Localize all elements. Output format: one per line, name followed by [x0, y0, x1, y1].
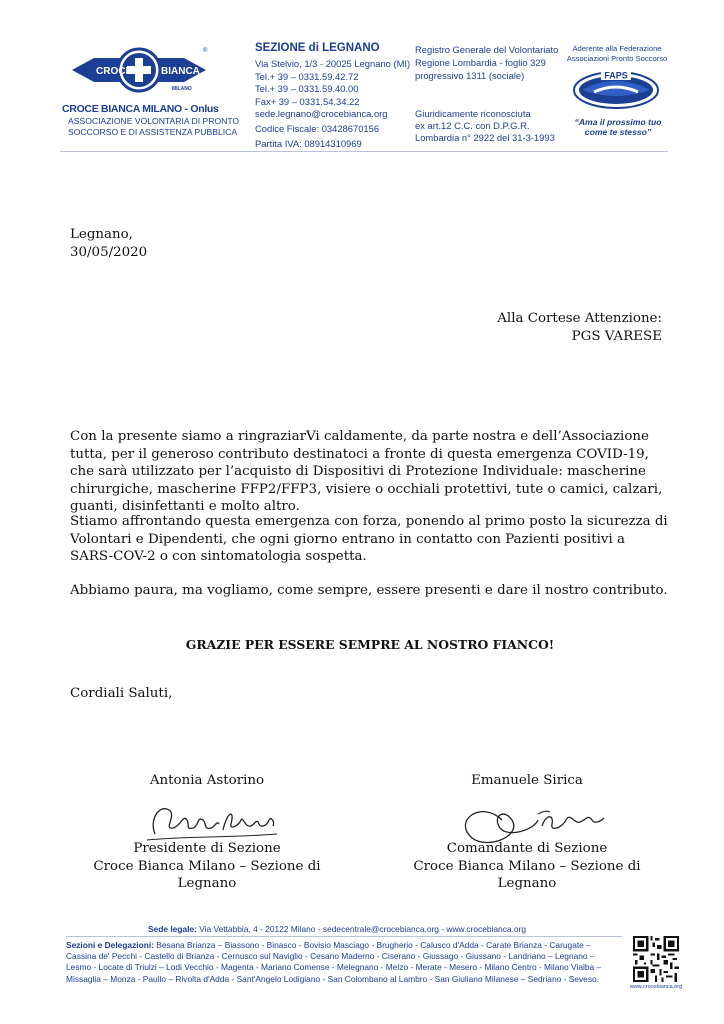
body-paragraph-2: Stiamo affrontando questa emergenza con forza, ponendo al primo posto la sicurezza di Volontari e Dipendenti, che ogni giorno entrano in contatto con Pazienti positivi a SARS-COV-2 o con sintomatologia sospetta. — [70, 514, 668, 565]
body-paragraph-1: Con la presente siamo a ringraziarVi caldamente, da parte nostra e dell’Associazione tutta, per il generoso contributo destinatoci a fronte di questa emergenza COVID-19, che sarà utilizzato per l’acquisto di Dispositivi di Protezione Individuale: mascherine chirurgiche, mascherine FFP2/FFP3, visiere o occhiali protettivi, tute o camici, calzari, guanti, disinfettanti e molto altro. — [70, 429, 663, 515]
sezione-email: sede.legnano@crocebianca.org — [255, 108, 388, 119]
qr-code-icon — [633, 936, 679, 982]
motto — [564, 117, 672, 137]
signatory-name: Emanuele Sirica — [471, 773, 583, 788]
footer-sezioni — [66, 940, 616, 985]
letter-date: 30/05/2020 — [70, 245, 148, 260]
recipient-attention-label: Alla Cortese Attenzione: — [497, 311, 662, 326]
sezione-phone-2: Tel.+ 39 – 0331.59.40.00 — [255, 83, 359, 94]
faps-logo — [572, 66, 660, 110]
org-name — [62, 103, 219, 115]
giuridica-line-3: Lombardia n° 2922 del 31-3-1993 — [415, 132, 555, 143]
letter-place: Legnano, — [70, 227, 133, 242]
croce-bianca-logo — [64, 44, 214, 96]
body-paragraph-3: Abbiamo paura, ma vogliamo, come sempre, essere presenti e dare il nostro contributo. — [70, 583, 668, 598]
registro-line-1: Registro Generale del Volontariato — [415, 44, 559, 55]
footer-sezioni-label: Sezioni e Delegazioni: — [66, 940, 154, 950]
sezione-fax: Fax+ 39 – 0331.54.34.22 — [255, 96, 360, 107]
faps-logo-text: FAPS — [604, 70, 628, 81]
footer-sezioni-text: Besana Brianza – Biassono - Binasco - Bovisio Masciago - Brugherio - Calusco d'Adda - Carate Brianza - Carugate – Cassina de' Pecchi - Castello di Brianza - Cernusco sul Naviglio - Cesano Maderno - Ciserano - Giussago - Giussano - Landriano – Legnano –Lesmo - Locate di Triulzi – Lodi Vecchio - Magenta - Mariano Comense - Melegnano - Melzo - Merate - Mesero - Milano Centro - Milano Vialba – Missaglia – Monza - Paullo – Rivolta d'Adda - Sant'Angelo Lodigiano - San Colombano al Lambro - San Giuliano Milanese – Sedriano - Seveso. — [66, 940, 602, 984]
motto-line-1: “Ama il prossimo tuo — [574, 117, 662, 127]
giuridica-line-1: Giuridicamente riconosciuta — [415, 108, 531, 119]
handwritten-signature-president — [127, 790, 287, 846]
sezione-partita-iva: Partita IVA: 08914310969 — [255, 138, 362, 149]
svg-text:®: ® — [203, 48, 208, 54]
giuridica-line-2: ex art.12 C.C. con D.P.G.R. — [415, 120, 530, 131]
footer-sede-text: Via Vettabbia, 4 - 20122 Milano - sedecentrale@crocebianca.org - www.crocebianca.org — [196, 924, 526, 934]
recipient-block — [497, 310, 662, 345]
signatory-organization: Croce Bianca Milano – Sezione di Legnano — [413, 858, 641, 892]
recipient-name: PGS VARESE — [571, 328, 662, 344]
footer-sede-legale — [148, 924, 526, 934]
logo-left-word: CROCE — [96, 66, 133, 77]
sezione-codice-fiscale: Codice Fiscale: 03428670156 — [255, 123, 380, 134]
org-onlus: - Onlus — [181, 103, 219, 115]
signatory-role: Comandante di Sezione — [446, 840, 608, 856]
signatory-name: Antonia Astorino — [149, 773, 265, 788]
faps-line-1: Aderente alla Federazione — [572, 44, 662, 53]
handwritten-signature-commander — [442, 790, 612, 850]
signatory-organization: Croce Bianca Milano – Sezione di Legnano — [93, 858, 321, 892]
thanks-heading: GRAZIE PER ESSERE SEMPRE AL NOSTRO FIANCO! — [185, 637, 555, 652]
signature-block-president — [62, 772, 352, 893]
footer-divider — [66, 936, 622, 937]
logo-sub-word: MILANO — [172, 86, 192, 92]
faps-line-2: Associazioni Pronto Soccorso — [566, 54, 668, 63]
org-subtitle-1: ASSOCIAZIONE VOLONTARIA DI PRONTO — [68, 116, 240, 126]
registro-line-2: Regione Lombardia - foglio 329 — [415, 57, 546, 68]
sezione-title: SEZIONE di LEGNANO — [255, 42, 380, 54]
qr-caption: www.crocebianca.org — [629, 984, 683, 990]
registro-line-3: progressivo 1311 (sociale) — [415, 70, 525, 81]
sezione-address: Via Stelvio, 1/3 - 20025 Legnano (MI) — [255, 58, 411, 69]
signatory-role: Presidente di Sezione — [133, 840, 281, 856]
motto-line-2: come te stesso” — [584, 127, 652, 137]
signature-block-commander — [382, 772, 672, 893]
org-name-main: CROCE BIANCA MILANO — [62, 103, 182, 115]
footer-sede-label: Sede legale: — [148, 924, 197, 934]
org-subtitle-2: SOCCORSO E DI ASSISTENZA PUBBLICA — [68, 127, 238, 137]
logo-right-word: BIANCA — [161, 66, 200, 77]
header-divider — [60, 151, 668, 152]
closing-salutation: Cordiali Saluti, — [70, 686, 173, 701]
sezione-phone-1: Tel.+ 39 – 0331.59.42.72 — [255, 71, 359, 82]
